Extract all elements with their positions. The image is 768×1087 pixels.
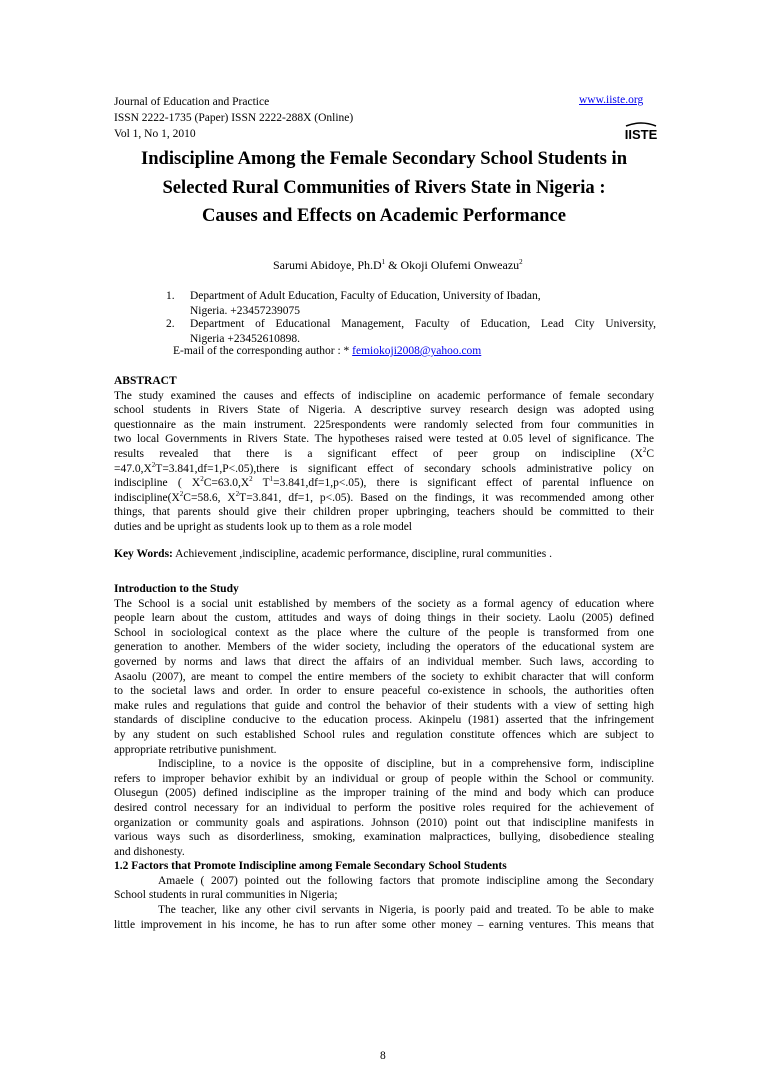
title-line-2: Selected Rural Communities of Rivers State in Nigeria : bbox=[162, 176, 606, 198]
affiliation-2-line-2: Nigeria +23452610898. bbox=[190, 333, 300, 345]
abstract-line: The study examined the causes and effects of indiscipline on academic performance of female secondary bbox=[114, 389, 654, 402]
abstract-line: indiscipline ( $X^2C=63.0,X^2$ $T^1=3.841,df=1,p<.05$), there is significant effect of parental influence on bbox=[114, 475, 654, 490]
abstract-line: school students in Rivers State of Nigeria. A descriptive survey research design was adopted using bbox=[114, 404, 654, 417]
paragraph-line: School students in rural communities in Nigeria; bbox=[114, 889, 338, 902]
affiliation-1-line-1: Department of Adult Education, Faculty of Education, University of Ibadan, bbox=[190, 290, 541, 302]
paragraph-line: appropriate retributive punishment. bbox=[114, 743, 277, 756]
paper-title bbox=[114, 145, 654, 231]
paragraph-line: various ways such as disorderliness, smoking, examination malpractices, bullying, disobedience stealing bbox=[114, 831, 654, 844]
paragraph-line: governed by norms and laws that direct the affairs of an individual member. Such laws, according to bbox=[114, 655, 654, 668]
email-label: E-mail of the corresponding author : * bbox=[173, 345, 353, 357]
page-number: 8 bbox=[380, 1050, 386, 1062]
section-heading: 1.2 Factors that Promote Indiscipline among Female Secondary School Students bbox=[114, 860, 507, 873]
abstract-line: duties and be upright as students look up to them as a role model bbox=[114, 520, 412, 533]
paragraph-line: Indiscipline, to a novice is the opposite of discipline, but in a comprehensive form, indiscipline bbox=[158, 758, 654, 771]
paragraph-line: generation to another. Members of the wider society, including the operators of the educational system are bbox=[114, 641, 654, 654]
author-separator: & Okoji Olufemi Onweazu bbox=[385, 258, 520, 272]
iiste-logo bbox=[624, 117, 658, 143]
keywords bbox=[114, 547, 654, 562]
affiliation-2 bbox=[166, 317, 656, 347]
section-heading: Introduction to the Study bbox=[114, 583, 239, 595]
logo-text: IISTE bbox=[624, 127, 658, 142]
paragraph-line: people learn about the custom, attitudes and ways of doing things in their society. Laolu (2005) defined bbox=[114, 612, 654, 625]
paragraph-line: The School is a social unit established by members of the society as a formal agency of education where bbox=[114, 597, 654, 610]
abstract-section bbox=[114, 374, 654, 535]
corresponding-email bbox=[173, 345, 481, 357]
journal-name: Journal of Education and Practice bbox=[114, 96, 270, 108]
paragraph-line: organization or community goals and aspirations. Johnson (2010) point out that indiscipline manifests in bbox=[114, 816, 654, 829]
email-link[interactable]: femiokoji2008@yahoo.com bbox=[352, 345, 482, 357]
abstract-line: $indiscipline(X^2C=58.6$, $X^2T=3.841$, df=1, p<.05). Based on the findings, it was recommended among other bbox=[114, 489, 654, 504]
introduction-section bbox=[114, 582, 654, 932]
issn-line: ISSN 2222-1735 (Paper) ISSN 2222-288X (Online) bbox=[114, 112, 354, 124]
author-2-sup: 2 bbox=[519, 258, 523, 266]
paragraph-line: standards of discipline conducive to the education process. Akinpelu (1981) asserted that the infringement bbox=[114, 714, 654, 727]
paragraph-line: The teacher, like any other civil servants in Nigeria, is poorly paid and treated. To be able to make bbox=[158, 904, 654, 917]
journal-url-link[interactable]: www.iiste.org bbox=[579, 94, 644, 106]
paragraph-line: and dishonesty. bbox=[114, 845, 185, 858]
abstract-line: questionnaire as the main instrument. 225respondents were randomly selected from four communities in bbox=[114, 418, 654, 431]
affiliation-2-number: 2. bbox=[166, 318, 175, 330]
title-line-1: Indiscipline Among the Female Secondary School Students in bbox=[140, 148, 628, 169]
author-1-sup: 1 bbox=[381, 258, 386, 266]
author-line bbox=[273, 258, 523, 273]
abstract-line: $=47.0,X^2T=3.841,df=1,P<.05),there$ is significant effect of secondary schools administrative policy on bbox=[114, 460, 654, 475]
paragraph-line: to the societal laws and order. In order to ensure peaceful co-existence in schools, the authorities often bbox=[114, 685, 654, 698]
paragraph-line: make rules and regulations that guide and control the behavior of their students with a view of setting high bbox=[114, 699, 654, 712]
abstract-line: two local Governments in Rivers State. The hypotheses raised were tested at 0.05 level of significance. The bbox=[114, 433, 654, 446]
paragraph-line: refers to improper behavior exhibit by an individual or group of people within the School or community. bbox=[114, 772, 654, 785]
paragraph-line: Olusegun (2005) defined indiscipline as the improper training of the mind and body which can produce bbox=[114, 787, 654, 800]
affiliation-1 bbox=[166, 289, 541, 319]
keywords-label: Key Words: bbox=[114, 548, 173, 560]
affiliation-2-line-1: Department of Educational Management, Faculty of Education, Lead City University, bbox=[190, 318, 656, 330]
volume-line: Vol 1, No 1, 2010 bbox=[114, 128, 196, 140]
paragraph-line: little improvement in his income, he has to run after some other money – earning ventures. This means that bbox=[114, 918, 654, 931]
paragraph-line: Amaele ( 2007) pointed out the following factors that promote indiscipline among the Secondary bbox=[158, 874, 654, 887]
affiliation-1-number: 1. bbox=[166, 290, 175, 302]
title-line-3: Causes and Effects on Academic Performance bbox=[201, 205, 567, 226]
abstract-line: results revealed that there is a significant effect of peer group on indiscipline ($X^2C$ bbox=[114, 446, 654, 460]
author-1: Sarumi Abidoye, Ph.D bbox=[273, 258, 382, 272]
paragraph-line: desired control necessary for an individual to perform the positive roles required for the achievement of bbox=[114, 801, 654, 814]
keywords-text: Achievement ,indiscipline, academic performance, discipline, rural communities . bbox=[172, 548, 552, 560]
abstract-heading: ABSTRACT bbox=[114, 375, 177, 387]
paragraph-line: School in sociological context as the place where the culture of the people is transformed from one bbox=[114, 626, 654, 639]
paragraph-line: Asaolu (2007), are meant to compel the entire members of the society to exhibit character that will conform bbox=[114, 670, 654, 683]
paragraph-line: by any student on such established School rules and regulation constitute offences which are subject to bbox=[114, 728, 654, 741]
abstract-line: things, that parents should give their children proper upbringing, teachers should be committed to their bbox=[114, 506, 654, 519]
affiliation-1-line-2: Nigeria. +23457239075 bbox=[190, 305, 300, 317]
